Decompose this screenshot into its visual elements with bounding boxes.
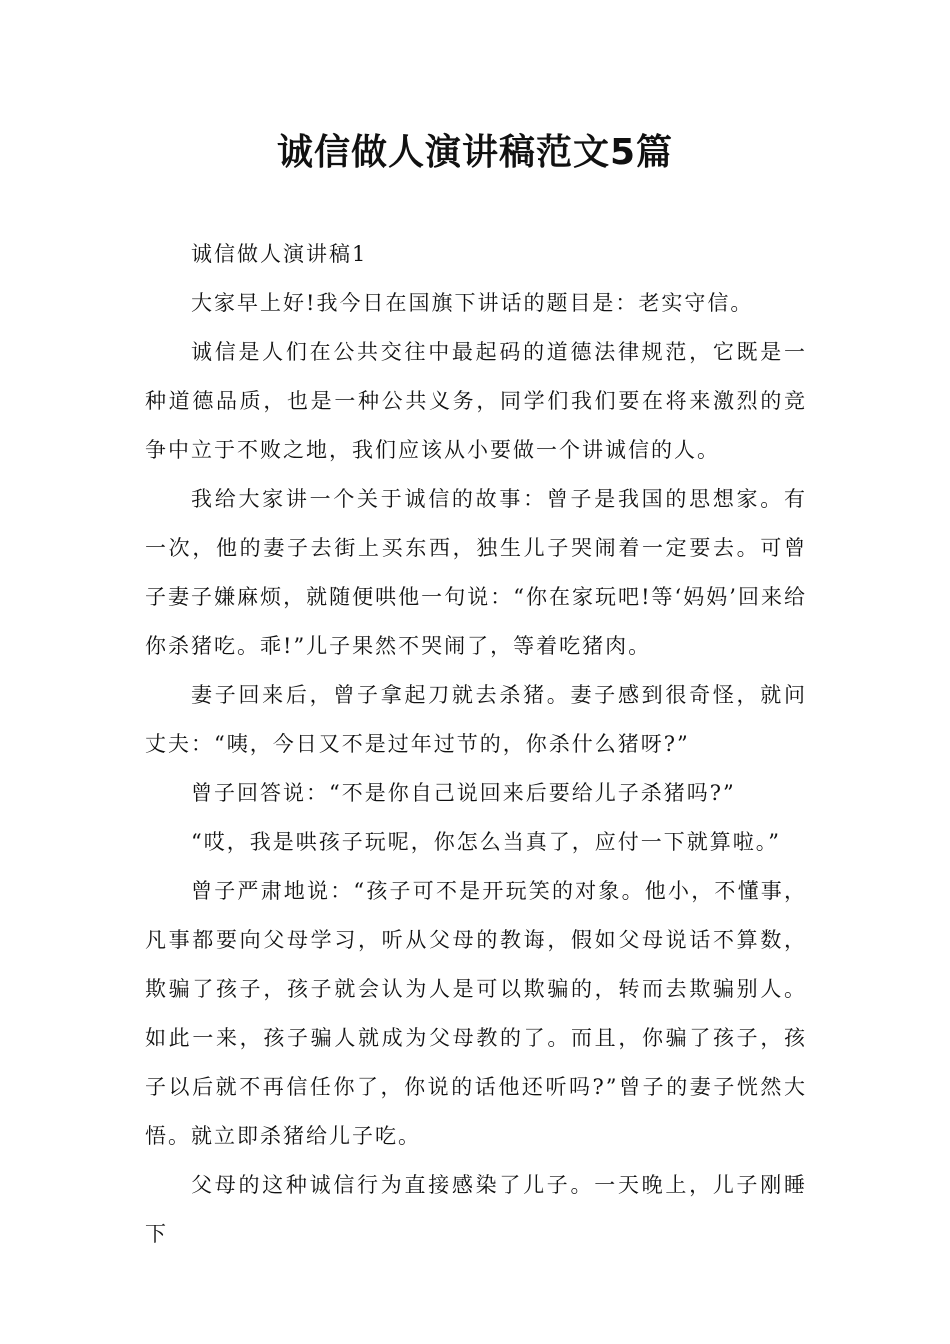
paragraph: 曾子严肃地说：“孩子可不是开玩笑的对象。他小，不懂事，凡事都要向父母学习，听从父母的教诲，假如父母说话不算数，欺骗了孩子，孩子就会认为人是可以欺骗的，转而去欺骗别人。如此一来，孩子骗人就成为父母教的了。而且，你骗了孩子，孩子以后就不再信任你了，你说的话他还听吗?”曾子的妻子恍然大悟。就立即杀猪给儿子吃。 xyxy=(145,879,807,1148)
section-heading: 诚信做人演讲稿1 xyxy=(191,242,368,266)
paragraph-continued: 父母的这种诚信行为直接感染了儿子。一天晚上，儿子刚睡下 xyxy=(145,1173,807,1246)
paragraph: “哎，我是哄孩子玩呢，你怎么当真了，应付一下就算啦。” xyxy=(191,830,781,854)
paragraph: 曾子回答说：“不是你自己说回来后要给儿子杀猪吗?” xyxy=(191,781,736,805)
paragraph: 妻子回来后，曾子拿起刀就去杀猪。妻子感到很奇怪，就问丈夫：“咦，今日又不是过年过节的，你杀什么猪呀?” xyxy=(145,683,807,756)
paragraph: 诚信是人们在公共交往中最起码的道德法律规范，它既是一种道德品质，也是一种公共义务，同学们我们要在将来激烈的竞争中立于不败之地，我们应该从小要做一个讲诚信的人。 xyxy=(145,340,807,462)
paragraph: 大家早上好!我今日在国旗下讲话的题目是：老实守信。 xyxy=(191,291,754,315)
document-body xyxy=(145,230,807,1259)
paragraph: 我给大家讲一个关于诚信的故事：曾子是我国的思想家。有一次，他的妻子去街上买东西，独生儿子哭闹着一定要去。可曾子妻子嫌麻烦，就随便哄他一句说：“你在家玩吧!等‘妈妈’回来给你杀猪吃。乖!”儿子果然不哭闹了，等着吃猪肉。 xyxy=(145,487,807,658)
document-title: 诚信做人演讲稿范文5篇 xyxy=(276,132,674,173)
